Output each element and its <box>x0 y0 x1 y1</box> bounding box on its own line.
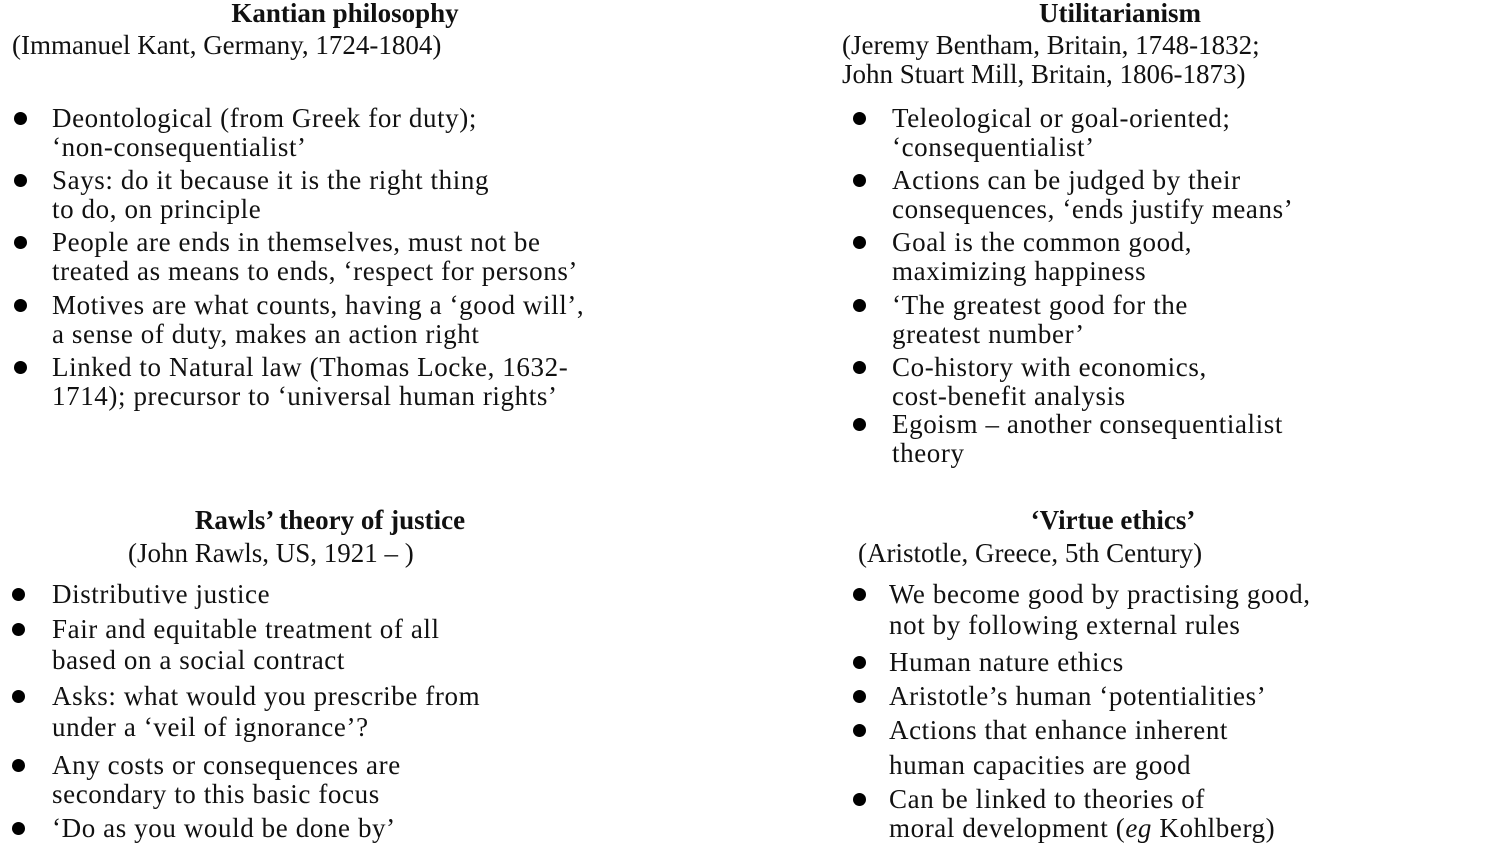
bullet-icon <box>853 418 866 431</box>
panel-subtitle: (John Rawls, US, 1921 – ) <box>128 538 414 568</box>
bullet-icon <box>12 623 25 636</box>
bullet-icon <box>12 690 25 703</box>
bullet-icon <box>853 112 866 125</box>
bullet-icon <box>14 299 27 312</box>
panel-rawls-theory-of-justice: Rawls’ theory of justice (John Rawls, US, 1921 – ) Distributive justice Fair and equitable treatment of all based on a social contract Asks: what would you prescribe from under a ‘veil of ignorance’? Any costs or consequences are secondary to this basic focus ‘Do as you would be done by’ <box>0 505 820 852</box>
panel-subtitle: (Aristotle, Greece, 5th Century) <box>858 538 1203 568</box>
panel-title: Utilitarianism <box>1039 0 1201 28</box>
bullet-icon <box>14 361 27 374</box>
bullet-icon <box>853 299 866 312</box>
bullet-icon <box>853 236 866 249</box>
bullet-icon <box>12 822 25 835</box>
bullet-icon <box>853 361 866 374</box>
bullet-icon <box>14 236 27 249</box>
panel-title: Kantian philosophy <box>231 0 459 28</box>
panel-utilitarianism: Utilitarianism (Jeremy Bentham, Britain, 1748-1832; John Stuart Mill, Britain, 1806-1873) Teleological or goal-oriented; ‘consequentialist’ Actions can be judged by their consequences, ‘ends justify means’ Goal is the common good, maximizing happiness ‘The greatest good for the greatest number’ Co-history with economics, cost-benefit analysis Egoism – another consequentialist theory <box>830 0 1480 480</box>
panel-virtue-ethics: ‘Virtue ethics’ (Aristotle, Greece, 5th Century) We become good by practising good, not by following external rules Human nature ethics Aristotle’s human ‘potentialities’ Actions that enhance inherent human capacities are good Can be linked to theories of moral development (eg Kohlberg) <box>830 505 1480 852</box>
bullet-icon <box>853 690 866 703</box>
bullet-icon <box>14 112 27 125</box>
bullet-icon <box>12 759 25 772</box>
bullet-icon <box>853 793 866 806</box>
bullet-icon <box>853 174 866 187</box>
bullet-icon <box>853 724 866 737</box>
bullet-icon <box>853 656 866 669</box>
bullet-icon <box>12 588 25 601</box>
bullet-icon <box>14 174 27 187</box>
panel-subtitle: (Jeremy Bentham, Britain, 1748-1832; <box>842 30 1260 60</box>
bullet-icon <box>853 588 866 601</box>
panel-subtitle: John Stuart Mill, Britain, 1806-1873) <box>842 59 1246 89</box>
panel-title: Rawls’ theory of justice <box>194 505 466 535</box>
panel-title: ‘Virtue ethics’ <box>1030 505 1196 535</box>
panel-subtitle: (Immanuel Kant, Germany, 1724-1804) <box>12 30 442 60</box>
panel-kantian-philosophy: Kantian philosophy (Immanuel Kant, Germany, 1724-1804) Deontological (from Greek for duty); ‘non-consequentialist’ Says: do it because it is the right thing to do, on principle People are ends in themselves, must not be treated as means to ends, ‘respect for persons’ Motives are what counts, having a ‘good will’, a sense of duty, makes an action right Linked to Natural law (Thomas Locke, 1632- 1714); precursor to ‘universal human rights’ <box>0 0 820 470</box>
